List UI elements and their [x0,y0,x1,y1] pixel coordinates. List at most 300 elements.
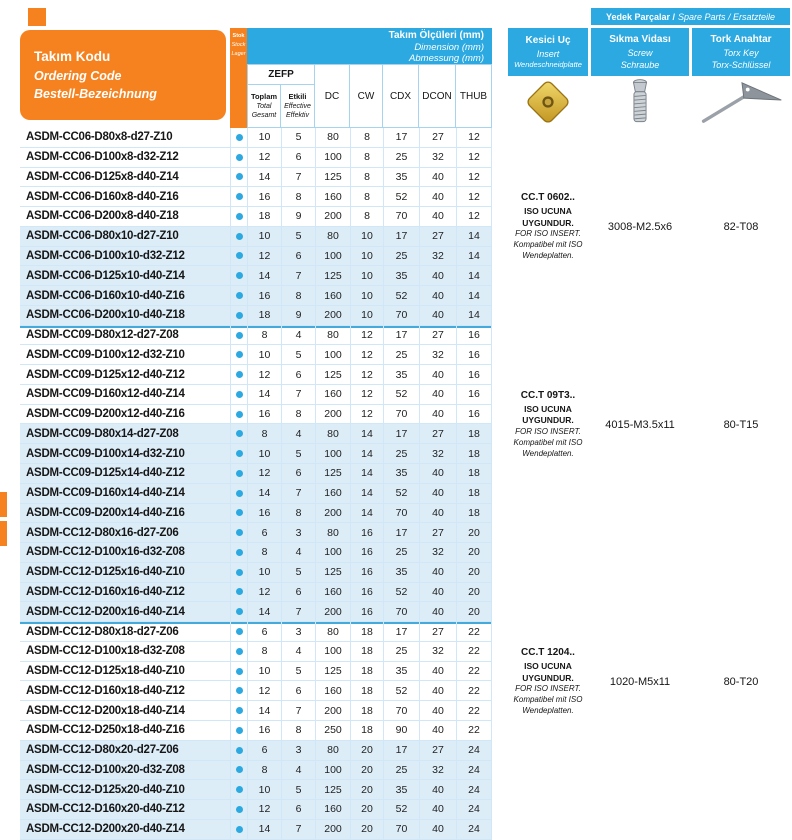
note-line: Kompatibel mit ISO [513,694,583,704]
torx-label-en: Torx Key [723,47,759,58]
value-cell: 12 [350,385,383,404]
screw-icon [591,76,689,128]
stock-dot-icon [236,450,243,457]
stock-dot-icon [236,786,243,793]
insert-compatibility-note [514,647,583,716]
torx-label-de: Torx-Schlüssel [711,59,771,70]
value-cell: 125 [315,563,350,582]
value-cell: 20 [350,800,383,819]
ordering-code-title-en: Ordering Code [34,69,122,83]
value-cell: 80 [315,128,350,147]
value-cell: 32 [419,148,456,167]
value-cell: 125 [315,365,350,384]
torx-key-icon [692,76,790,128]
value-cell: 8 [350,128,383,147]
value-cell: 20 [456,543,492,562]
value-cell: 14 [247,266,281,285]
value-cell: 18 [350,681,383,700]
value-cell: 100 [315,444,350,463]
value-cell: 80 [315,622,350,641]
value-cell: 7 [281,820,315,839]
value-cell: 7 [281,701,315,720]
value-cell: 16 [247,405,281,424]
value-cell: 32 [419,345,456,364]
spare-parts-label-en-de: Spare Parts / Ersatzteile [678,11,776,22]
value-cell: 32 [419,444,456,463]
stock-cell [230,780,247,799]
stock-dot-icon [236,806,243,813]
value-cell: 40 [419,681,456,700]
value-cell: 5 [281,780,315,799]
value-cell: 16 [247,286,281,305]
table-row [20,266,492,286]
spare-parts-label-tr: Yedek Parçalar / [605,11,675,22]
value-cell: 8 [281,187,315,206]
screw-section [591,128,689,326]
stock-cell [230,128,247,147]
stock-dot-icon [236,490,243,497]
screw-part-number: 3008-M2.5x6 [607,220,673,233]
value-cell: 12 [456,128,492,147]
value-cell: 18 [350,642,383,661]
table-row [20,345,492,365]
value-cell: 70 [383,602,419,621]
table-row [20,721,492,741]
note-line: UYGUNDUR. [522,217,574,228]
value-cell: 100 [315,148,350,167]
table-row [20,227,492,247]
value-cell: 8 [350,168,383,187]
value-cell: 6 [281,464,315,483]
table-row [20,504,492,524]
stock-dot-icon [236,332,243,339]
screw-label-tr: Sıkma Vidası [609,34,671,46]
value-cell: 5 [281,227,315,246]
torx-key-part-number: 80-T20 [723,675,759,688]
table-row [20,306,492,326]
table-row [20,602,492,622]
stock-cell [230,365,247,384]
note-line: CC.T 0602.. [521,192,575,204]
value-cell: 14 [350,484,383,503]
value-cell: 27 [419,424,456,443]
value-cell: 12 [247,464,281,483]
value-cell: 16 [247,504,281,523]
stock-dot-icon [236,707,243,714]
value-cell: 17 [383,741,419,760]
value-cell: 25 [383,247,419,266]
value-cell: 12 [350,326,383,345]
value-cell: 160 [315,583,350,602]
stock-dot-icon [236,430,243,437]
value-cell: 17 [383,227,419,246]
value-cell: 125 [315,464,350,483]
note-line: Kompatibel mit ISO [513,239,583,249]
row-group [20,741,492,840]
page-edge-tab [0,521,7,546]
tool-code: ASDM-CC12-D200x18-d40-Z14 [26,704,185,717]
value-cell: 32 [419,642,456,661]
value-cell: 17 [383,128,419,147]
note-line: Wendeplatten. [522,448,574,458]
table-row [20,385,492,405]
stock-dot-icon [236,628,243,635]
value-cell: 17 [383,326,419,345]
value-cell: 18 [456,464,492,483]
value-cell: 40 [419,583,456,602]
value-cell: 125 [315,266,350,285]
insert-icon [508,76,588,128]
tool-code: ASDM-CC09-D125x14-d40-Z12 [26,467,185,480]
stock-dot-icon [236,588,243,595]
table-row [20,286,492,306]
dimensions-header [247,28,492,64]
value-cell: 10 [247,662,281,681]
value-cell: 14 [350,444,383,463]
tool-code: ASDM-CC09-D160x14-d40-Z14 [26,487,185,500]
note-line: Wendeplatten. [522,250,574,260]
ordering-code-title-tr: Takım Kodu [34,49,111,64]
note-line: FOR ISO INSERT. [515,684,581,694]
tool-code: ASDM-CC12-D100x16-d32-Z08 [26,546,185,559]
stock-cell [230,602,247,621]
stock-cell [230,444,247,463]
value-cell: 52 [383,800,419,819]
value-cell: 70 [383,405,419,424]
value-cell: 20 [350,820,383,839]
z-effective-tr: Etkili [288,92,307,102]
screw-part-number: 4015-M3.5x11 [605,418,675,431]
value-cell: 6 [281,681,315,700]
note-line: CC.T 1204.. [521,647,575,659]
col-header-cdx: CDX [382,64,419,128]
torx-key-part-number: 82-T08 [723,220,759,233]
value-cell: 80 [315,326,350,345]
value-cell: 3 [281,741,315,760]
value-cell: 16 [247,721,281,740]
stock-cell [230,345,247,364]
stock-cell [230,504,247,523]
stock-dot-icon [236,213,243,220]
col-header-z-effective [280,84,315,128]
z-effective-en: Effective [284,102,311,110]
value-cell: 40 [419,563,456,582]
value-cell: 7 [281,266,315,285]
stock-cell [230,326,247,345]
stock-cell [230,405,247,424]
stock-cell [230,424,247,443]
stock-dot-icon [236,411,243,418]
torx-section [692,524,790,840]
table-row [20,326,492,346]
stock-dot-icon [236,608,243,615]
value-cell: 8 [247,326,281,345]
value-cell: 16 [350,583,383,602]
table-row [20,484,492,504]
value-cell: 16 [456,365,492,384]
stock-cell [230,227,247,246]
value-cell: 35 [383,266,419,285]
value-cell: 14 [247,484,281,503]
value-cell: 14 [247,820,281,839]
value-cell: 12 [456,148,492,167]
value-cell: 10 [350,306,383,325]
stock-cell [230,583,247,602]
value-cell: 80 [315,227,350,246]
value-cell: 52 [383,187,419,206]
value-cell: 4 [281,326,315,345]
value-cell: 20 [456,523,492,542]
table-row [20,405,492,425]
value-cell: 12 [350,365,383,384]
value-cell: 125 [315,662,350,681]
stock-cell [230,543,247,562]
table-row [20,148,492,168]
tool-code: ASDM-CC09-D200x14-d40-Z16 [26,506,185,519]
stock-dot-icon [236,826,243,833]
value-cell: 22 [456,721,492,740]
torx-column [692,128,790,840]
stock-label-tr: Stok [232,33,245,39]
value-cell: 8 [281,286,315,305]
value-cell: 17 [383,622,419,641]
value-cell: 27 [419,741,456,760]
value-cell: 20 [350,761,383,780]
table-row [20,207,492,227]
value-cell: 18 [350,721,383,740]
row-group [20,227,492,326]
col-header-cw: CW [349,64,383,128]
value-cell: 14 [456,266,492,285]
value-cell: 52 [383,484,419,503]
table-row [20,662,492,682]
table-row [20,247,492,267]
table-row [20,464,492,484]
table-row [20,780,492,800]
value-cell: 22 [456,662,492,681]
stock-cell [230,820,247,839]
value-cell: 5 [281,128,315,147]
value-cell: 100 [315,642,350,661]
value-cell: 4 [281,761,315,780]
value-cell: 40 [419,800,456,819]
tool-code: ASDM-CC09-D160x12-d40-Z14 [26,388,185,401]
stock-dot-icon [236,766,243,773]
insert-column [508,128,588,840]
value-cell: 18 [456,504,492,523]
insert-note-section [508,524,588,840]
value-cell: 40 [419,187,456,206]
value-cell: 12 [247,681,281,700]
value-cell: 25 [383,761,419,780]
value-cell: 40 [419,464,456,483]
note-line: ISO UCUNA [524,661,572,672]
value-cell: 14 [247,701,281,720]
tool-code: ASDM-CC12-D160x16-d40-Z12 [26,585,185,598]
value-cell: 24 [456,741,492,760]
stock-dot-icon [236,272,243,279]
value-cell: 27 [419,523,456,542]
value-cell: 14 [247,168,281,187]
tool-code: ASDM-CC09-D80x12-d27-Z08 [26,329,179,342]
row-group [20,326,492,425]
stock-cell [230,681,247,700]
value-cell: 25 [383,543,419,562]
table-row [20,701,492,721]
value-cell: 22 [456,642,492,661]
value-cell: 70 [383,701,419,720]
screw-column-header [591,28,689,76]
value-cell: 8 [350,207,383,226]
value-cell: 160 [315,187,350,206]
stock-column-header [230,28,247,128]
value-cell: 5 [281,662,315,681]
value-cell: 100 [315,345,350,364]
value-cell: 25 [383,444,419,463]
insert-label-en: Insert [536,48,560,59]
stock-cell [230,701,247,720]
stock-dot-icon [236,371,243,378]
stock-cell [230,622,247,641]
value-cell: 125 [315,168,350,187]
table-row [20,741,492,761]
value-cell: 20 [350,741,383,760]
torx-label-tr: Tork Anahtar [710,34,772,46]
value-cell: 10 [247,345,281,364]
value-cell: 6 [247,523,281,542]
stock-dot-icon [236,687,243,694]
insert-note-section [508,326,588,524]
note-line: UYGUNDUR. [522,415,574,426]
value-cell: 16 [350,602,383,621]
ordering-code-title-de: Bestell-Bezeichnung [34,87,157,101]
dimension-subheader [247,64,492,128]
row-group [20,622,492,741]
stock-cell [230,741,247,760]
z-effective-de: Effektiv [286,111,309,119]
stock-cell [230,721,247,740]
tool-code: ASDM-CC09-D200x12-d40-Z16 [26,408,185,421]
insert-compatibility-note [514,192,583,261]
value-cell: 18 [247,306,281,325]
value-cell: 6 [247,622,281,641]
value-cell: 10 [247,444,281,463]
value-cell: 12 [247,800,281,819]
insert-label-de: Wendeschneidplatte [514,59,582,69]
value-cell: 40 [419,602,456,621]
stock-dot-icon [236,233,243,240]
table-row [20,681,492,701]
value-cell: 160 [315,800,350,819]
value-cell: 100 [315,247,350,266]
stock-dot-icon [236,529,243,536]
value-cell: 32 [419,543,456,562]
value-cell: 12 [247,148,281,167]
torx-section [692,326,790,524]
value-cell: 14 [247,385,281,404]
value-cell: 125 [315,780,350,799]
page-edge-tab [0,492,7,517]
value-cell: 8 [247,424,281,443]
value-cell: 6 [281,583,315,602]
table-row [20,583,492,603]
value-cell: 14 [456,306,492,325]
value-cell: 200 [315,207,350,226]
tool-code: ASDM-CC12-D80x16-d27-Z06 [26,526,179,539]
value-cell: 10 [350,266,383,285]
table-row [20,622,492,642]
tool-code: ASDM-CC12-D200x16-d40-Z14 [26,605,185,618]
value-cell: 90 [383,721,419,740]
tool-code: ASDM-CC06-D80x10-d27-Z10 [26,230,179,243]
value-cell: 40 [419,286,456,305]
tool-code: ASDM-CC06-D160x8-d40-Z16 [26,190,179,203]
value-cell: 7 [281,602,315,621]
value-cell: 18 [456,484,492,503]
value-cell: 27 [419,227,456,246]
value-cell: 35 [383,365,419,384]
value-cell: 5 [281,444,315,463]
value-cell: 16 [350,523,383,542]
tool-code: ASDM-CC12-D160x20-d40-Z12 [26,803,185,816]
screw-section [591,326,689,524]
stock-dot-icon [236,173,243,180]
value-cell: 7 [281,168,315,187]
note-line: FOR ISO INSERT. [515,426,581,436]
corner-accent [28,8,46,26]
note-line: Wendeplatten. [522,705,574,715]
value-cell: 4 [281,642,315,661]
value-cell: 200 [315,306,350,325]
value-cell: 9 [281,207,315,226]
value-cell: 10 [247,563,281,582]
value-cell: 12 [247,247,281,266]
tool-code: ASDM-CC12-D125x18-d40-Z10 [26,665,185,678]
dimensions-title-en: Dimension (mm) [414,42,484,53]
tool-code: ASDM-CC06-D80x8-d27-Z10 [26,131,173,144]
stock-dot-icon [236,727,243,734]
dimensions-title-de: Abmessung (mm) [409,53,484,65]
tool-code: ASDM-CC06-D200x8-d40-Z18 [26,210,179,223]
value-cell: 40 [419,306,456,325]
insert-note-section [508,128,588,326]
stock-dot-icon [236,292,243,299]
value-cell: 27 [419,326,456,345]
value-cell: 10 [350,227,383,246]
col-header-z-total [247,84,281,128]
value-cell: 6 [281,247,315,266]
value-cell: 40 [419,365,456,384]
value-cell: 18 [350,701,383,720]
dimensions-title-tr: Takım Ölçüleri (mm) [388,30,484,41]
stock-dot-icon [236,747,243,754]
value-cell: 40 [419,662,456,681]
col-header-dcon: DCON [418,64,456,128]
value-cell: 8 [350,148,383,167]
table-row [20,128,492,148]
value-cell: 22 [456,622,492,641]
value-cell: 20 [456,602,492,621]
value-cell: 100 [315,543,350,562]
value-cell: 10 [350,247,383,266]
stock-dot-icon [236,391,243,398]
value-cell: 40 [419,207,456,226]
note-line: FOR ISO INSERT. [515,229,581,239]
value-cell: 10 [247,128,281,147]
torx-column-header [692,28,790,76]
value-cell: 25 [383,345,419,364]
tool-code: ASDM-CC12-D125x20-d40-Z10 [26,783,185,796]
